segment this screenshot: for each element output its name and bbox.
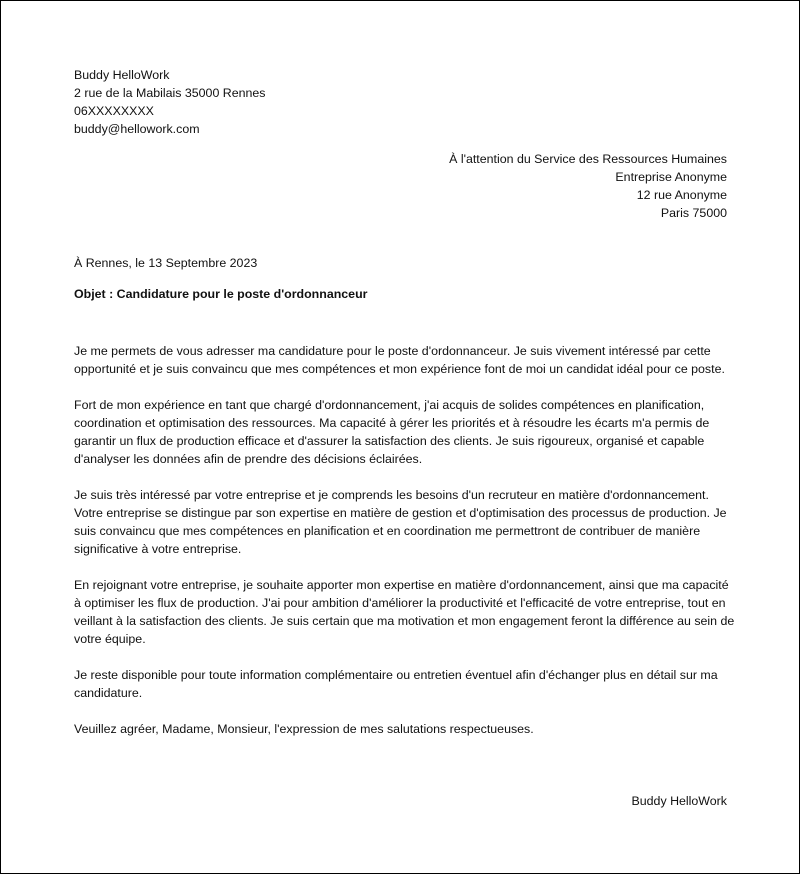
sender-phone: 06XXXXXXXX: [74, 104, 154, 118]
body-paragraph: Je suis très intéressé par votre entreprise et je comprends les besoins d'un recruteur en matière d'ordonnancement. Votre entreprise se distingue par son expertise en matière de gestion et d'optimisation des processus de production. Je suis convaincu que mes compétences en planification et en coordination me permettront de contribuer de manière significative à votre entreprise.: [74, 488, 727, 556]
date-line: À Rennes, le 13 Septembre 2023: [74, 256, 258, 270]
body-paragraph: Fort de mon expérience en tant que chargé d'ordonnancement, j'ai acquis de solides compétences en planification, coordination et optimisation des ressources. Ma capacité à gérer les priorités et à résoudre les écarts m'a permis de garantir un flux de production efficace et d'assurer la satisfaction des clients. Je suis rigoureux, organisé et capable d'analyser les données afin de prendre des décisions éclairées.: [74, 398, 710, 466]
body-paragraph: Je reste disponible pour toute information complémentaire ou entretien éventuel afin d'échanger plus en détail sur ma candidature.: [74, 668, 718, 700]
sender-email: buddy@hellowork.com: [74, 122, 200, 136]
closing-paragraph: Veuillez agréer, Madame, Monsieur, l'expression de mes salutations respectueuses.: [74, 722, 534, 736]
subject-line: Objet : Candidature pour le poste d'ordonnanceur: [74, 287, 368, 301]
recipient-block: [449, 150, 727, 222]
body-paragraph: En rejoignant votre entreprise, je souhaite apporter mon expertise en matière d'ordonnancement, ainsi que ma capacité à optimiser les flux de production. J'ai pour ambition d'améliorer la productivité et l'efficacité de votre entreprise, tout en veillant à la satisfaction des clients. Je suis certain que ma motivation et mon engagement feront la différence au sein de votre équipe.: [74, 578, 735, 646]
sender-name: Buddy HelloWork: [74, 68, 170, 82]
letter-body: [74, 342, 736, 756]
recipient-company: Entreprise Anonyme: [615, 170, 727, 184]
sender-address: 2 rue de la Mabilais 35000 Rennes: [74, 86, 266, 100]
signature: Buddy HelloWork: [631, 794, 727, 808]
recipient-attention: À l'attention du Service des Ressources Humaines: [449, 152, 727, 166]
body-paragraph: Je me permets de vous adresser ma candidature pour le poste d'ordonnanceur. Je suis vivement intéressé par cette opportunité et je suis convaincu que mes compétences et mon expérience font de moi un candidat idéal pour ce poste.: [74, 344, 725, 376]
recipient-city: Paris 75000: [660, 206, 727, 220]
recipient-street: 12 rue Anonyme: [636, 188, 727, 202]
sender-block: [74, 66, 266, 138]
